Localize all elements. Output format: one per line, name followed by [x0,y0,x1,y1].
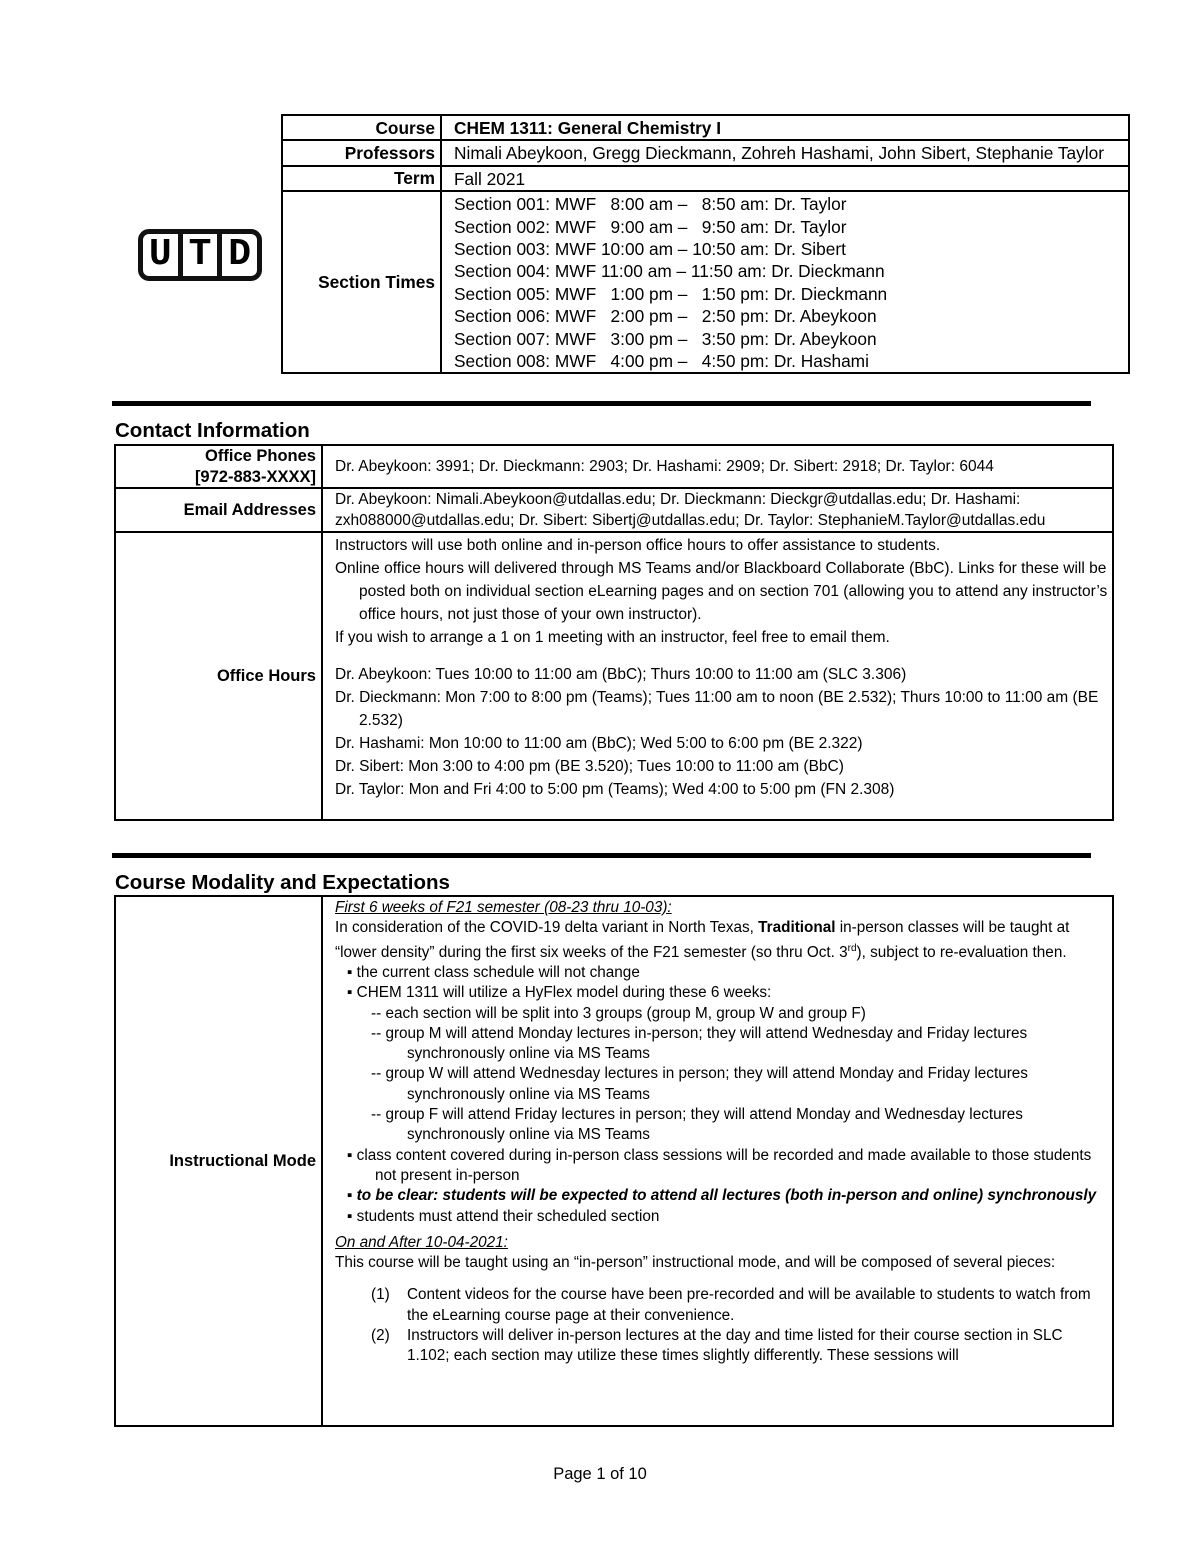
bullet-item: ▪ the current class schedule will not change [347,963,640,981]
office-hours-entry: Dr. Hashami: Mon 10:00 to 11:00 am (BbC); Wed 5:00 to 6:00 pm (BE 2.322) [335,735,863,752]
professors-row [282,140,1129,165]
phones-label [115,445,322,488]
first-six-weeks-heading: First 6 weeks of F21 semester (08-23 thru 10-03): [335,899,672,916]
section-time: Section 001: MWF 8:00 am – 8:50 am: Dr. Taylor [454,194,847,215]
logo-letter: D [217,234,257,276]
utd-logo [138,229,262,281]
email-value: Dr. Abeykoon: Nimali.Abeykoon@utdallas.edu; Dr. Dieckmann: Dieckgr@utdallas.edu; Dr. Hashami: zxh088000@utdallas.edu; Dr. Sibert: Sibertj@utdallas.edu; Dr. Taylor: StephanieM.Taylor@utdallas.edu [322,488,1113,532]
section-time: Section 002: MWF 9:00 am – 9:50 am: Dr. Taylor [454,216,847,237]
phones-value: Dr. Abeykoon: 3991; Dr. Dieckmann: 2903; Dr. Hashami: 2909; Dr. Sibert: 2918; Dr. Taylor: 6044 [322,445,1113,488]
logo-letter: T [178,234,218,276]
covid-paragraph: In consideration of the COVID-19 delta variant in North Texas, Traditional in-person classes will be taught at “lower density” during the first six weeks of the F21 semester (so thru Oct. 3rd), subject to re-evaluation then. [335,919,1070,961]
numbered-item [335,1326,1108,1367]
section-time: Section 006: MWF 2:00 pm – 2:50 pm: Dr. Abeykoon [454,306,877,327]
bullet-item: ▪ CHEM 1311 will utilize a HyFlex model during these 6 weeks: [347,984,772,1002]
dash-item: -- group W will attend Wednesday lectures in person; they will attend Monday and Friday lectures synchronously online via MS Teams [371,1065,1028,1103]
item-text: Content videos for the course have been pre-recorded and will be available to students to watch from the eLearning course page at their convenience. [407,1286,1091,1324]
course-row [282,115,1129,140]
item-number: (2) [371,1327,390,1345]
email-label: Email Addresses [115,488,322,532]
page-number: Page 1 of 10 [553,1465,647,1483]
term-row [282,166,1129,191]
dash-item: -- each section will be split into 3 groups (group M, group W and group F) [371,1004,866,1022]
office-hours-entry: Dr. Taylor: Mon and Fri 4:00 to 5:00 pm (Teams); Wed 4:00 to 5:00 pm (FN 2.308) [335,781,895,798]
email-row [115,488,1113,532]
modality-heading: Course Modality and Expectations [115,871,450,894]
office-hours-entry: Dr. Sibert: Mon 3:00 to 4:00 pm (BE 3.520); Tues 10:00 to 11:00 am (BbC) [335,758,844,775]
contact-heading: Contact Information [115,419,310,442]
section-time: Section 004: MWF 11:00 am – 11:50 am: Dr. Dieckmann [454,261,885,282]
after-date-heading: On and After 10-04-2021: [335,1233,508,1251]
section-time: Section 003: MWF 10:00 am – 10:50 am: Dr. Sibert [454,239,846,260]
course-label: Course [282,115,441,140]
section-times-list [441,191,1129,373]
phones-row [115,445,1113,488]
item-number: (1) [371,1286,390,1304]
term-value: Fall 2021 [441,166,1129,191]
item-text: Instructors will deliver in-person lectures at the day and time listed for their course section in SLC 1.102; each section may utilize these times slightly differently. These sessions will [407,1327,1063,1365]
dash-item: -- group F will attend Friday lectures in person; they will attend Monday and Wednesday lectures synchronously online via MS Teams [371,1106,1023,1144]
contact-table [114,444,1114,821]
office-hours-value [322,532,1113,820]
section-divider [112,853,1091,858]
instructional-mode-row [115,896,1113,1426]
professors-value: Nimali Abeykoon, Gregg Dieckmann, Zohreh Hashami, John Sibert, Stephanie Taylor [441,140,1129,165]
professors-label: Professors [282,140,441,165]
section-divider [112,401,1091,406]
phones-label-line: Office Phones [205,447,316,465]
office-hours-label: Office Hours [115,532,322,820]
instructional-mode-label: Instructional Mode [115,896,322,1426]
phones-label-line: [972-883-XXXX] [194,467,316,486]
bullet-item: ▪ class content covered during in-person class sessions will be recorded and made available to those students not present in-person [347,1146,1092,1184]
office-hours-row [115,532,1113,820]
section-time: Section 007: MWF 3:00 pm – 3:50 pm: Dr. Abeykoon [454,328,877,349]
modality-table [114,895,1114,1427]
section-times-row [282,191,1129,373]
office-hours-entry: Dr. Abeykoon: Tues 10:00 to 11:00 am (BbC); Thurs 10:00 to 11:00 am (SLC 3.306) [335,666,907,683]
numbered-item [335,1285,1108,1326]
course-value: CHEM 1311: General Chemistry I [441,115,1129,140]
section-time: Section 008: MWF 4:00 pm – 4:50 pm: Dr. Hashami [454,351,869,372]
term-label: Term [282,166,441,191]
dash-item: -- group M will attend Monday lectures in-person; they will attend Wednesday and Friday lectures synchronously online via MS Teams [371,1024,1028,1063]
office-hours-note: If you wish to arrange a 1 on 1 meeting with an instructor, feel free to email them. [335,629,890,646]
office-hours-note: Instructors will use both online and in-person office hours to offer assistance to students. [335,537,941,554]
section-time: Section 005: MWF 1:00 pm – 1:50 pm: Dr. Dieckmann [454,283,888,304]
course-info-table [281,114,1130,374]
in-person-paragraph: This course will be taught using an “in-person” instructional mode, and will be composed of several pieces: [335,1254,1056,1272]
logo-letter: U [148,233,172,276]
bullet-item: ▪ students must attend their scheduled section [347,1207,660,1225]
office-hours-entry: Dr. Dieckmann: Mon 7:00 to 8:00 pm (Teams); Tues 11:00 am to noon (BE 2.532); Thurs 10:00 to 11:00 am (BE 2.532) [335,689,1099,729]
section-times-label: Section Times [282,191,441,373]
bullet-item-emphasis: ▪ to be clear: students will be expected to attend all lectures (both in-person and online) synchronously [347,1187,1097,1205]
instructional-mode-value [322,896,1113,1426]
office-hours-note: Online office hours will delivered through MS Teams and/or Blackboard Collaborate (BbC). Links for these will be posted both on individual section eLearning pages and on section 701 (allowing you to attend any instructor’s office hours, not just those of your own instructor). [335,560,1108,623]
